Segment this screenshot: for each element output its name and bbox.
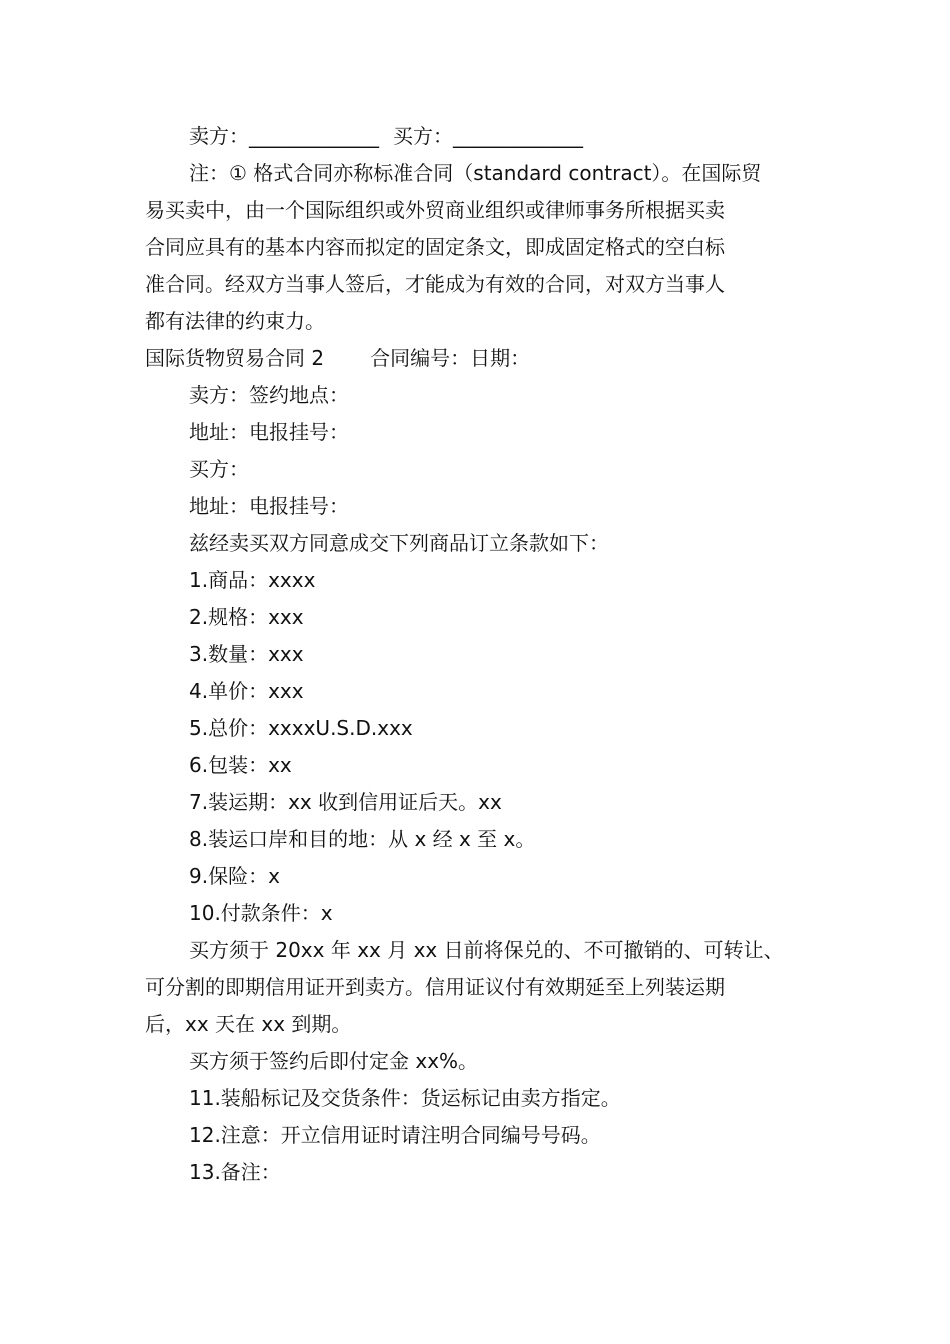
contract-heading [145,340,835,377]
note-line: 易买卖中，由一个国际组织或外贸商业组织或律师事务所根据买卖 [145,198,725,222]
payment-line: 后，xx 天在 xx 到期。 [145,1012,352,1036]
term-item: 7.装运期：xx 收到信用证后天。xx [189,790,502,814]
note-line: 都有法律的约束力。 [145,309,325,333]
term-item: 10.付款条件：x [189,901,333,925]
buyer-signature-blank: _____________ [453,124,583,148]
contract-number-date: 合同编号：日期： [370,346,531,370]
seller-line: 卖方：签约地点： [189,383,349,407]
buyer-label: 买方： [393,124,453,148]
term-item: 3.数量：xxx [189,642,304,666]
terms-intro: 兹经卖买双方同意成交下列商品订立条款如下： [189,531,609,555]
buyer-address: 地址：电报挂号： [189,494,349,518]
note-paragraph [145,155,835,340]
seller-label: 卖方： [189,124,249,148]
term-item: 9.保险：x [189,864,280,888]
term-item: 2.规格：xxx [189,605,304,629]
terms-list-continued [145,1080,835,1191]
term-item: 8.装运口岸和目的地：从 x 经 x 至 x。 [189,827,536,851]
term-item: 12.注意：开立信用证时请注明合同编号号码。 [189,1123,601,1147]
payment-line: 可分割的即期信用证开到卖方。信用证议付有效期延至上列装运期 [145,975,725,999]
signature-line [145,118,835,155]
payment-line: 买方须于 20xx 年 xx 月 xx 日前将保兑的、不可撤销的、可转让、 [189,938,784,962]
note-line: 准合同。经双方当事人签后，才能成为有效的合同，对双方当事人 [145,272,725,296]
deposit-line: 买方须于签约后即付定金 xx%。 [189,1049,479,1073]
note-line: 注：① 格式合同亦称标准合同（standard contract）。在国际贸 [189,161,762,185]
term-item: 4.单价：xxx [189,679,304,703]
term-item: 11.装船标记及交货条件：货运标记由卖方指定。 [189,1086,621,1110]
contract-title: 国际货物贸易合同 2 [145,346,325,370]
document-body [145,118,835,1191]
term-item: 5.总价：xxxxU.S.D.xxx [189,716,413,740]
seller-signature-blank: _____________ [249,124,379,148]
buyer-line: 买方： [189,457,249,481]
term-item: 6.包装：xx [189,753,292,777]
note-line: 合同应具有的基本内容而拟定的固定条文，即成固定格式的空白标 [145,235,725,259]
seller-address: 地址：电报挂号： [189,420,349,444]
term-item: 1.商品：xxxx [189,568,316,592]
terms-list [145,562,835,932]
payment-paragraph [145,932,835,1043]
term-item: 13.备注： [189,1160,281,1184]
